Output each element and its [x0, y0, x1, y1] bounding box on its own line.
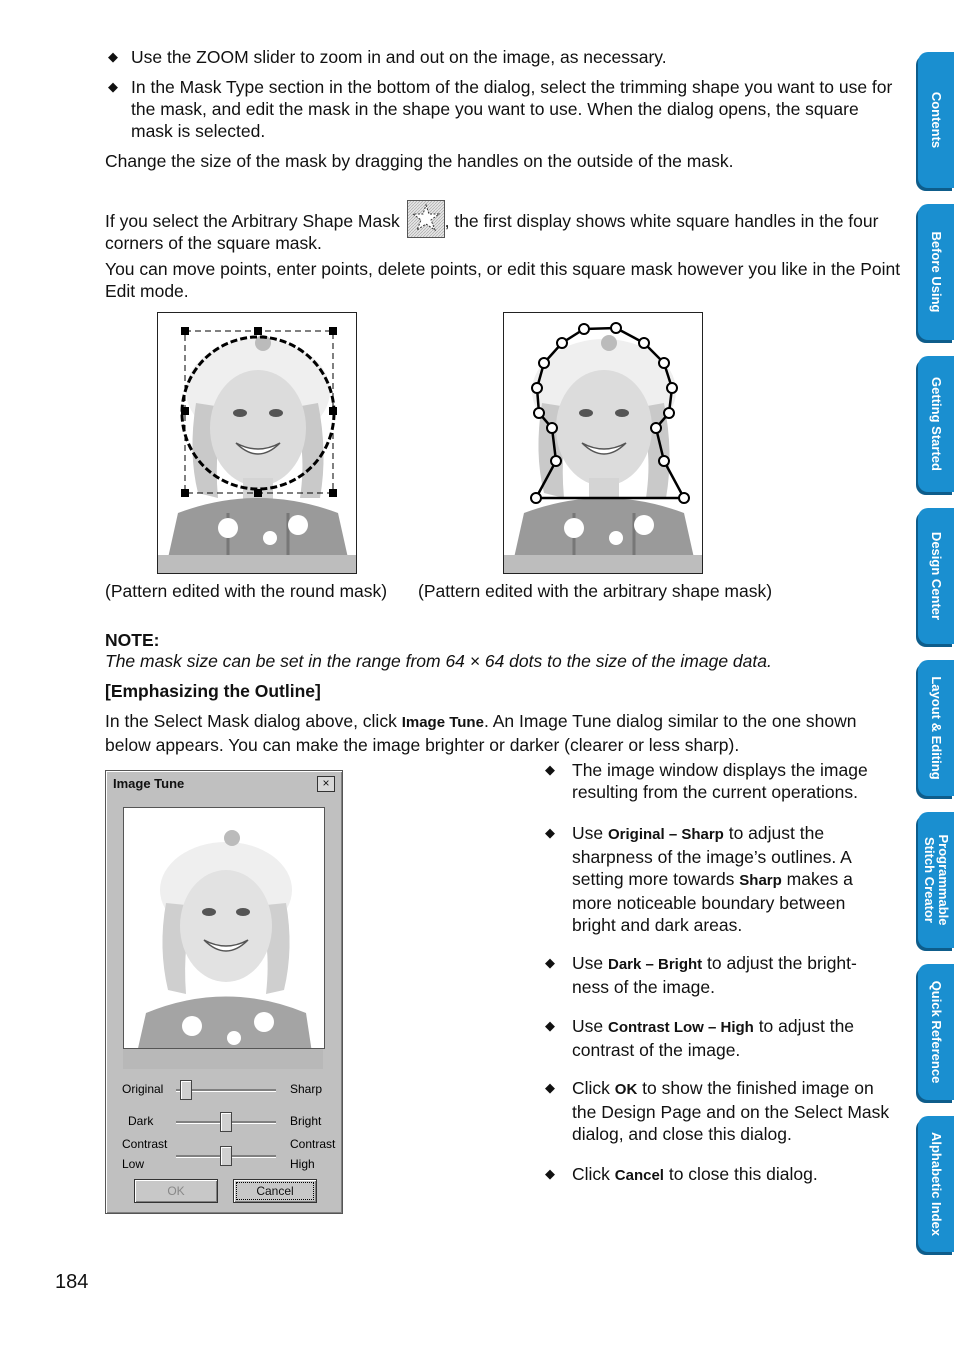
right-bullet-6: [572, 1163, 892, 1187]
label-bright: Bright: [290, 1114, 322, 1128]
contrast-slider[interactable]: [176, 1145, 276, 1167]
intro-part1: In the Select Mask dialog above, click: [105, 711, 402, 731]
text: to adjust the contrast of the image.: [572, 1016, 855, 1060]
dialog-image-footer: [123, 1049, 323, 1069]
text: Click: [572, 1164, 615, 1184]
slider-thumb[interactable]: [180, 1080, 192, 1100]
sharpness-slider[interactable]: [176, 1079, 276, 1101]
dialog-image-window: [123, 807, 325, 1049]
tab-label: Programmable Stitch Creator: [922, 834, 951, 926]
label-sharp: Sharp: [290, 1082, 323, 1096]
caption-arbitrary-mask: (Pattern edited with the arbitrary shape mask): [418, 581, 773, 601]
section-title: [Emphasizing the Outline]: [105, 681, 321, 701]
text: to show the finished image on the Design Page and on the Select Mask dialog, and close this dialog.: [572, 1078, 890, 1144]
page-number: 184: [55, 1271, 89, 1293]
arbitrary-mask-image: [503, 312, 703, 574]
slider-thumb[interactable]: [220, 1112, 232, 1132]
intro-image-tune: Image Tune: [401, 714, 484, 731]
bullet-diamond: ◆: [545, 955, 555, 970]
tab-design-center[interactable]: [918, 508, 954, 644]
right-bullet-4: [572, 1015, 892, 1061]
term-sharp: Sharp: [739, 872, 782, 889]
right-bullet-2: [572, 822, 892, 936]
term-original-sharp: Original – Sharp: [607, 826, 724, 843]
tab-getting-started[interactable]: [918, 356, 954, 492]
intro-part2: . An Image Tune dialog similar to the one shown below appears. You can make the image brighter or darker (clearer or less sharp).: [105, 711, 857, 755]
tab-layout-editing[interactable]: [918, 660, 954, 796]
tab-label: Quick Reference: [929, 980, 944, 1084]
term-contrast: Contrast Low – High: [607, 1019, 754, 1036]
paragraph-arbitrary-part3: corners of the square mask.: [105, 233, 322, 253]
caption-round-mask: (Pattern edited with the round mask): [105, 581, 388, 601]
term-dark-bright: Dark – Bright: [607, 956, 703, 973]
dialog-title: Image Tune: [113, 776, 185, 791]
label-contrast-high-2: High: [290, 1157, 315, 1171]
paragraph-arbitrary-part2: , the first display shows white square handles in the four: [444, 211, 879, 231]
text: to close this dialog.: [663, 1164, 818, 1184]
bullet-diamond: ◆: [545, 1166, 555, 1181]
bullet-diamond: ◆: [545, 762, 555, 777]
right-bullet-5: [572, 1077, 892, 1145]
tab-contents[interactable]: [918, 52, 954, 188]
text: to adjust the bright-ness of the image.: [572, 953, 857, 997]
slider-thumb[interactable]: [220, 1146, 232, 1166]
note-text: The mask size can be set in the range from 64 × 64 dots to the size of the image data.: [105, 651, 772, 671]
bullet-diamond: ◆: [108, 49, 118, 64]
cancel-button[interactable]: Cancel: [233, 1179, 317, 1203]
bullet-diamond: ◆: [545, 1018, 555, 1033]
image-tune-dialog: [105, 770, 343, 1214]
round-mask-image: [157, 312, 357, 574]
bullet-diamond: ◆: [545, 1080, 555, 1095]
tab-label: Design Center: [929, 531, 944, 621]
bullet-diamond: ◆: [545, 825, 555, 840]
label-dark: Dark: [128, 1114, 154, 1128]
tab-programmable-stitch-creator[interactable]: [918, 812, 954, 948]
ok-button[interactable]: OK: [134, 1179, 218, 1203]
tab-label: Layout & Editing: [929, 676, 944, 780]
label-contrast-low-1: Contrast: [122, 1137, 168, 1151]
right-bullet-1: The image window displays the image resulting from the current operations.: [572, 760, 868, 802]
right-bullet-3: [572, 952, 892, 998]
bullet-text: Use the ZOOM slider to zoom in and out on the image, as necessary.: [131, 47, 667, 67]
tab-label: Alphabetic Index: [929, 1131, 944, 1237]
text: Use: [572, 953, 608, 973]
bullet-diamond: ◆: [108, 79, 118, 94]
tab-alphabetic-index[interactable]: [918, 1116, 954, 1252]
term-ok: OK: [614, 1081, 638, 1098]
arbitrary-mask-icon: [407, 200, 445, 238]
text: makes a more noticeable boundary between bright and dark areas.: [572, 869, 853, 935]
tab-label: Contents: [929, 91, 944, 149]
tab-before-using[interactable]: [918, 204, 954, 340]
brightness-slider[interactable]: [176, 1111, 276, 1133]
paragraph-change-size: Change the size of the mask by dragging the handles on the outside of the mask.: [105, 151, 734, 171]
dialog-titlebar: [109, 774, 339, 794]
text: Click: [572, 1078, 615, 1098]
label-original: Original: [122, 1082, 164, 1096]
paragraph-arbitrary-part1: If you select the Arbitrary Shape Mask: [105, 211, 400, 231]
intro-paragraph: [105, 710, 900, 756]
text: Use: [572, 823, 608, 843]
tab-label: Before Using: [929, 231, 944, 313]
tab-quick-reference[interactable]: [918, 964, 954, 1100]
bullet-text: In the Mask Type section in the bottom of the dialog, select the trimming shape you want to use for the mask, and edit the mask in the shape you want to use. When the dialog opens, the square mask is selected.: [131, 77, 893, 141]
note-title: NOTE:: [105, 630, 160, 650]
tab-label: Getting Started: [929, 377, 944, 471]
label-contrast-low-2: Low: [122, 1157, 145, 1171]
close-icon[interactable]: ×: [317, 776, 335, 792]
paragraph-point-edit: You can move points, enter points, delete points, or edit this square mask however you like in the Point Edit mode.: [105, 259, 901, 301]
term-cancel: Cancel: [614, 1167, 664, 1184]
text: Use: [572, 1016, 608, 1036]
label-contrast-high-1: Contrast: [290, 1137, 336, 1151]
text: to adjust the sharpness of the image’s outlines. A setting more towards: [572, 823, 851, 889]
